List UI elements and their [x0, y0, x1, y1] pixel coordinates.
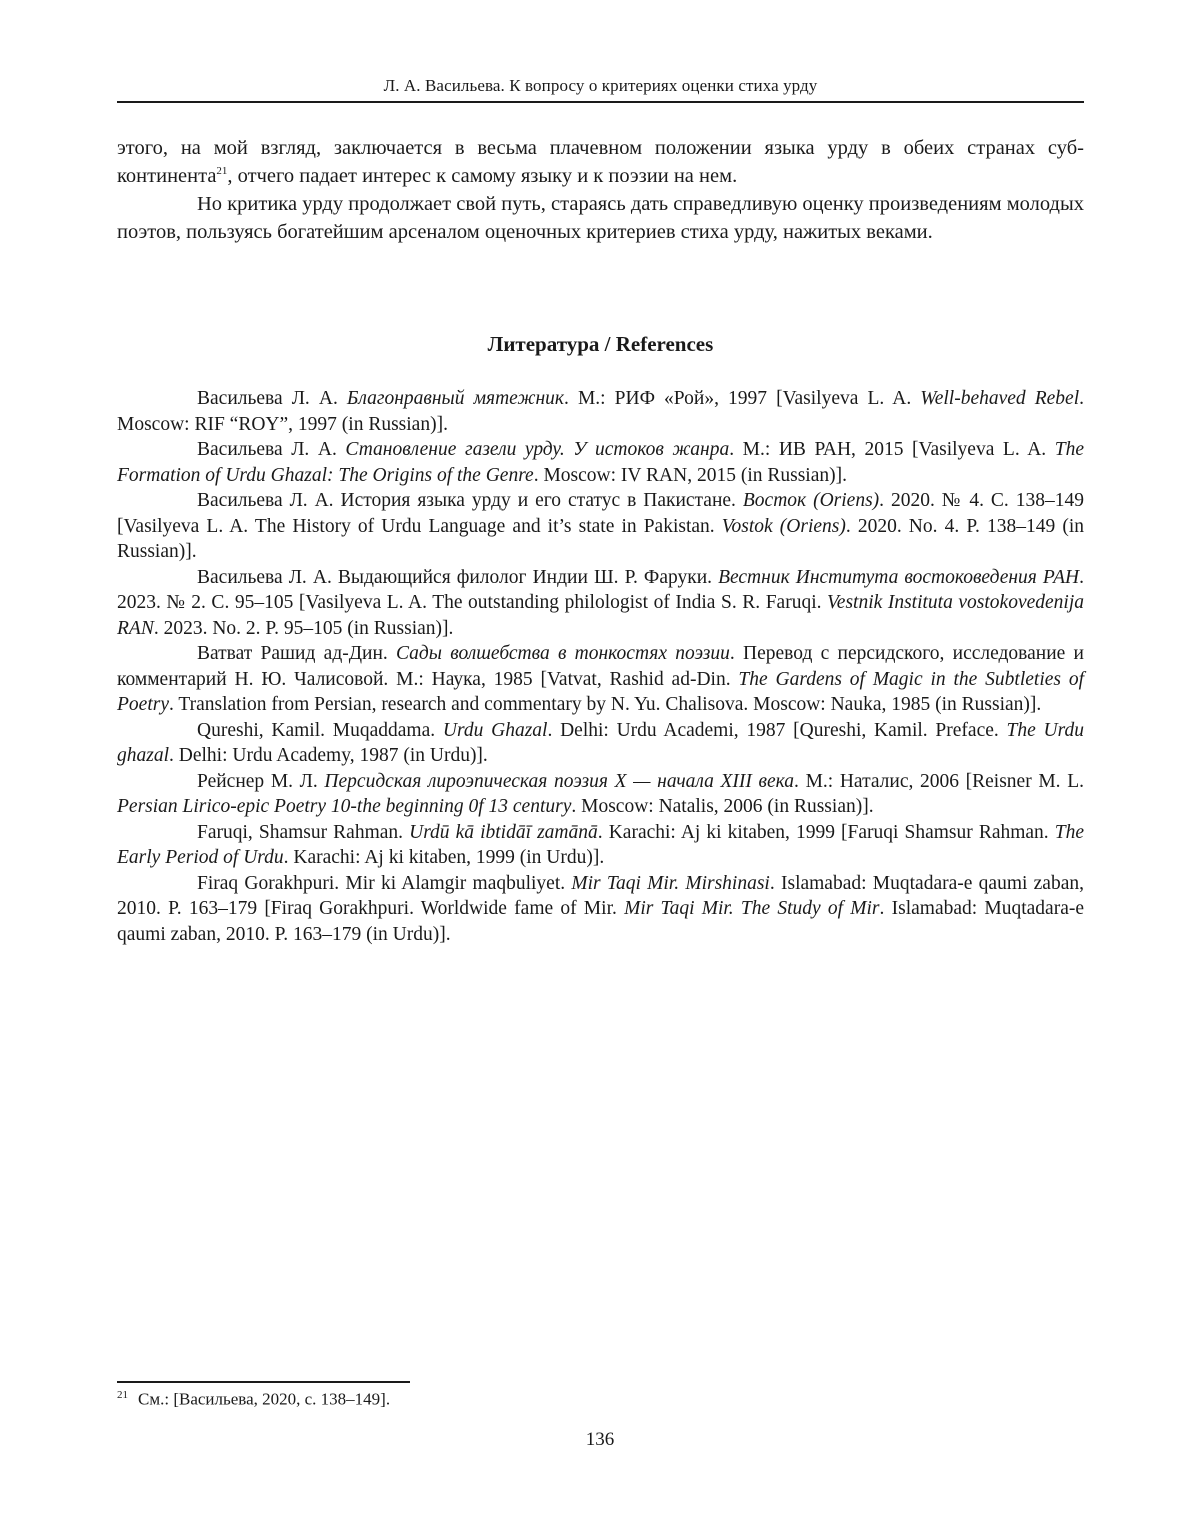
footnote-reference-21[interactable]: 21: [216, 165, 228, 178]
reference-title: Персидская лироэпическая поэзия X — начала XIII века: [324, 770, 795, 792]
reference-entry: [117, 871, 1084, 948]
reference-text: . М.: ИВ РАН, 2015 [Vasilyeva L. A.: [729, 439, 1055, 460]
reference-text: Рейснер М. Л.: [197, 770, 325, 792]
reference-text: . 2023. No. 2. P. 95–105 (in Russian)].: [153, 617, 454, 639]
reference-text: . 2020. № 4. С. 138–149 [Vasilyeva L. A. The History of Urdu Language and it’s state in Pakistan.: [117, 490, 1084, 537]
reference-title: Mir Taqi Mir. The Study of Mir: [624, 898, 880, 919]
reference-text: . Moscow: IV RAN, 2015 (in Russian)].: [533, 464, 847, 486]
body-paragraph-2: Но критика урду продолжает свой путь, стараясь дать справедливую оценку произведениям молодых поэтов, пользуясь богатейшим арсеналом оценочных критериев стиха урду, нажитых веками.: [117, 193, 1084, 243]
reference-title: Urdu Ghazal: [442, 719, 548, 741]
reference-text: Ватват Рашид ад-Дин.: [197, 643, 397, 664]
reference-text: . 2023. № 2. С. 95–105 [Vasilyeva L. A. The outstanding philologist of India S. R. Faruqi.: [117, 566, 1084, 613]
reference-text: . 2020. No. 4. P. 138–149 (in Russian)].: [117, 515, 1085, 562]
paragraph-1-text: этого, на мой взгляд, заключается в весьма плачевном положении языка урду в обеих странах субконтинента: [117, 137, 1084, 187]
reference-entry: [117, 437, 1084, 488]
reference-title: The Formation of Urdu Ghazal: The Origins of the Genre: [117, 439, 1084, 486]
reference-text: . Moscow: RIF “ROY”, 1997 (in Russian)].: [117, 388, 1084, 435]
footnote-mark: 21: [117, 1389, 128, 1401]
page-number: 136: [585, 1429, 615, 1450]
body-text: [117, 134, 1084, 246]
reference-text: Faruqi, Shamsur Rahman.: [197, 821, 410, 843]
footnote-text: См.: [Васильева, 2020, с. 138–149].: [138, 1389, 391, 1409]
reference-text: . М.: Наталис, 2006 [Reisner M. L.: [794, 770, 1084, 792]
reference-title: Сады волшебства в тонкостях поэзии: [396, 643, 730, 664]
reference-text: . Moscow: Natalis, 2006 (in Russian)].: [571, 796, 874, 817]
reference-title: Вестник Института востоковедения РАН: [718, 566, 1080, 588]
reference-entry: [117, 386, 1084, 437]
reference-title: Vestnik Instituta vostokovedenija RAN: [117, 592, 1085, 639]
reference-text: . Islamabad: Muqtadara-e qaumi zaban, 2010. P. 163–179 [Firaq Gorakhpuri. Worldwide fame of Mir.: [117, 872, 1084, 919]
reference-text: Васильева Л. А.: [197, 388, 347, 409]
reference-title: The Gardens of Magic in the Subtleties of Poetry: [117, 668, 1084, 715]
reference-title: The Urdu ghazal: [117, 719, 1084, 766]
reference-text: . Karachi: Aj ki kitaben, 1999 [Faruqi Shamsur Rahman.: [597, 821, 1055, 843]
paragraph-1-tail: , отчего падает интерес к самому языку и к поэзии на нем.: [227, 165, 738, 187]
reference-text: Васильева Л. А. История языка урду и его статус в Пакистане.: [197, 490, 743, 511]
running-head: Л. А. Васильева. К вопросу о критериях оценки стиха урду: [383, 76, 818, 95]
references-heading: Литература / References: [487, 332, 714, 356]
reference-title: Восток (Oriens): [742, 490, 880, 511]
reference-title: Благонравный мятежник: [346, 388, 565, 409]
reference-text: Firaq Gorakhpuri. Mir ki Alamgir maqbuliyet.: [197, 872, 572, 894]
reference-text: Qureshi, Kamil. Muqaddama.: [197, 719, 443, 741]
reference-title: Становление газели урду. У истоков жанра: [345, 439, 730, 460]
reference-title: The Early Period of Urdu: [117, 821, 1084, 868]
reference-text: Васильева Л. А. Выдающийся филолог Индии Ш. Р. Фаруки.: [197, 566, 719, 588]
reference-text: . Islamabad: Muqtadara-e qaumi zaban, 2010. P. 163–179 (in Urdu)].: [117, 898, 1084, 945]
body-paragraph-1: [117, 134, 1084, 190]
reference-text: . Перевод с персидского, исследование и комментарий Н. Ю. Чалисовой. М.: Наука, 1985 [Vatvat, Rashid ad-Din.: [117, 643, 1084, 690]
reference-entry: [117, 565, 1084, 642]
reference-title: Urdū kā ibtidāī zamānā: [409, 821, 598, 843]
references-list: [117, 386, 1084, 947]
reference-title: Vostok (Oriens): [721, 515, 846, 537]
footnote-21: [117, 1389, 390, 1410]
reference-text: . Delhi: Urdu Academy, 1987 (in Urdu)].: [169, 745, 488, 766]
reference-title: Well-behaved Rebel: [920, 388, 1080, 409]
reference-text: . Delhi: Urdu Academi, 1987 [Qureshi, Kamil. Preface.: [547, 719, 1007, 741]
reference-entry: [117, 718, 1084, 769]
reference-text: . М.: РИФ «Рой», 1997 [Vasilyeva L. A.: [564, 388, 921, 409]
reference-text: Васильева Л. А.: [197, 439, 346, 460]
reference-entry: [117, 641, 1084, 718]
reference-entry: [117, 488, 1084, 565]
reference-entry: [117, 820, 1084, 871]
reference-entry: [117, 769, 1084, 820]
reference-title: Mir Taqi Mir. Mirshinasi: [571, 872, 770, 894]
reference-title: Persian Lirico-epic Poetry 10-the beginning 0f 13 century: [117, 796, 572, 817]
reference-text: . Translation from Persian, research and commentary by N. Yu. Chalisova. Moscow: Nauka, 1985 (in Russian)].: [168, 694, 1042, 715]
reference-text: . Karachi: Aj ki kitaben, 1999 (in Urdu)].: [283, 847, 605, 868]
header-rule: [117, 101, 1084, 103]
footnote-rule: [117, 1381, 410, 1383]
